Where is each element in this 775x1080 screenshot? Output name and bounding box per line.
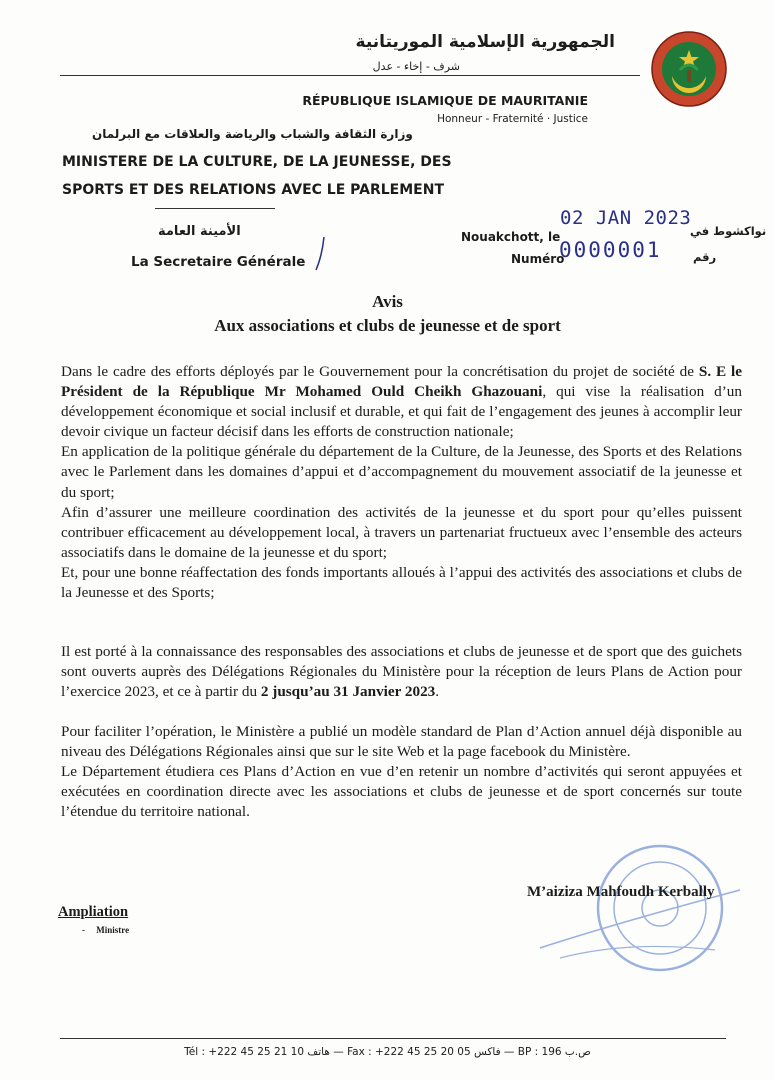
arabic-republic-name: الجمهورية الإسلامية الموريتانية [355,32,615,52]
place-label: Nouakchott, le [461,230,561,244]
date-stamp: 02 JAN 2023 [560,207,692,229]
distribution-item: - Ministre [82,925,130,935]
french-secretary-title: La Secretaire Générale [131,254,306,270]
announcement-paragraph [61,642,742,702]
footer-contact: Tél : +222 45 25 21 10 هاتف — Fax : +222 45 25 20 05 فاكس — BP : 196 ص.ب [184,1046,591,1058]
document-title: Avis [372,292,403,311]
french-republic-name: RÉPUBLIQUE ISLAMIQUE DE MAURITANIE [302,93,588,108]
distribution-item-label: Ministre [96,925,130,935]
arabic-secretary-title: الأمينة العامة [158,224,241,239]
footer-divider [60,1038,726,1039]
preamble-text: Afin d’assurer une meilleure coordination des activités de la jeunesse et du sport pour qu’elles puissent contribuer efficacement au développement local, à travers un partenariat fructueux avec l’ensemble des acteurs associatifs dans le domaine de la jeunesse et du sport; [61,503,742,561]
arabic-place-label: نواكشوط في [690,224,767,238]
number-stamp: 0000001 [559,238,662,262]
number-label: Numéro [511,252,565,266]
deadline-dates: 2 jusqu’au 31 Janvier 2023 [260,683,436,701]
arabic-motto: شرف - إخاء - عدل [372,60,460,73]
header-divider [60,75,640,76]
mauritania-coat-of-arms-icon [650,30,728,108]
procedure-text: Le Département étudiera ces Plans d’Action en vue d’en retenir un nombre d’activités qui seront appuyées et exécutées en coordination directe avec les associations et clubs de jeunesse et de sport concernés sur toute l’étendue du territoire national. [61,763,742,821]
arabic-number-label: رقم [693,250,717,264]
distribution-label: Ampliation [58,904,129,920]
document-subject: Aux associations et clubs de jeunesse et de sport [214,316,561,335]
signatory-name: M’aiziza Mahfoudh Kerbally [527,884,715,900]
preamble-text: Dans le cadre des efforts déployés par le Gouvernement pour la concrétisation du projet de société de [61,363,699,380]
official-seal-icon [540,830,750,990]
preamble-paragraph [61,362,742,603]
president-name: S. E le Président de la République Mr Mohamed Ould Cheikh Ghazouani [61,363,742,401]
french-motto: Honneur - Fraternité · Justice [437,113,588,125]
preamble-text: Et, pour une bonne réaffectation des fonds importants alloués à l’appui des activités des associations et clubs de la Jeunesse et des Sports; [61,563,742,602]
preamble-text: , qui vise la réalisation d’un développement économique et social inclusif et durable, et qui fait de l’engagement des jeunes à accomplir leur devoir civique un facteur décisif dans les efforts de construction nationale; [61,383,742,441]
french-ministry-name: MINISTERE DE LA CULTURE, DE LA JEUNESSE, DES SPORTS ET DES RELATIONS AVEC LE PARLEMENT [62,154,452,198]
announcement-text: . [435,683,440,701]
handwritten-mark [314,236,326,272]
arabic-ministry-name: وزارة الثقافة والشباب والرياضة والعلاقات مع البرلمان [92,127,413,141]
announcement-text: Il est porté à la connaissance des responsables des associations et clubs de jeunesse et de sport que des guichets sont ouverts auprès des Délégations Régionales du Ministère pour la réception de leurs Plans de Action pour l’exercice 2023, et ce à partir du [61,643,742,701]
procedure-paragraph [61,722,742,822]
preamble-text: En application de la politique générale du département de la Culture, de la Jeunesse, des Sports et des Relations avec le Parlement dans les domaines d’appui et d’accompagnement du mouvement associatif de la jeunesse et du sport; [61,443,742,501]
secretary-divider [155,208,275,209]
procedure-text: Pour faciliter l’opération, le Ministère a publié un modèle standard de Plan d’Action annuel déjà disponible au niveau des Délégations Régionales ainsi que sur le site Web et la page facebook du Ministère. [61,723,742,761]
